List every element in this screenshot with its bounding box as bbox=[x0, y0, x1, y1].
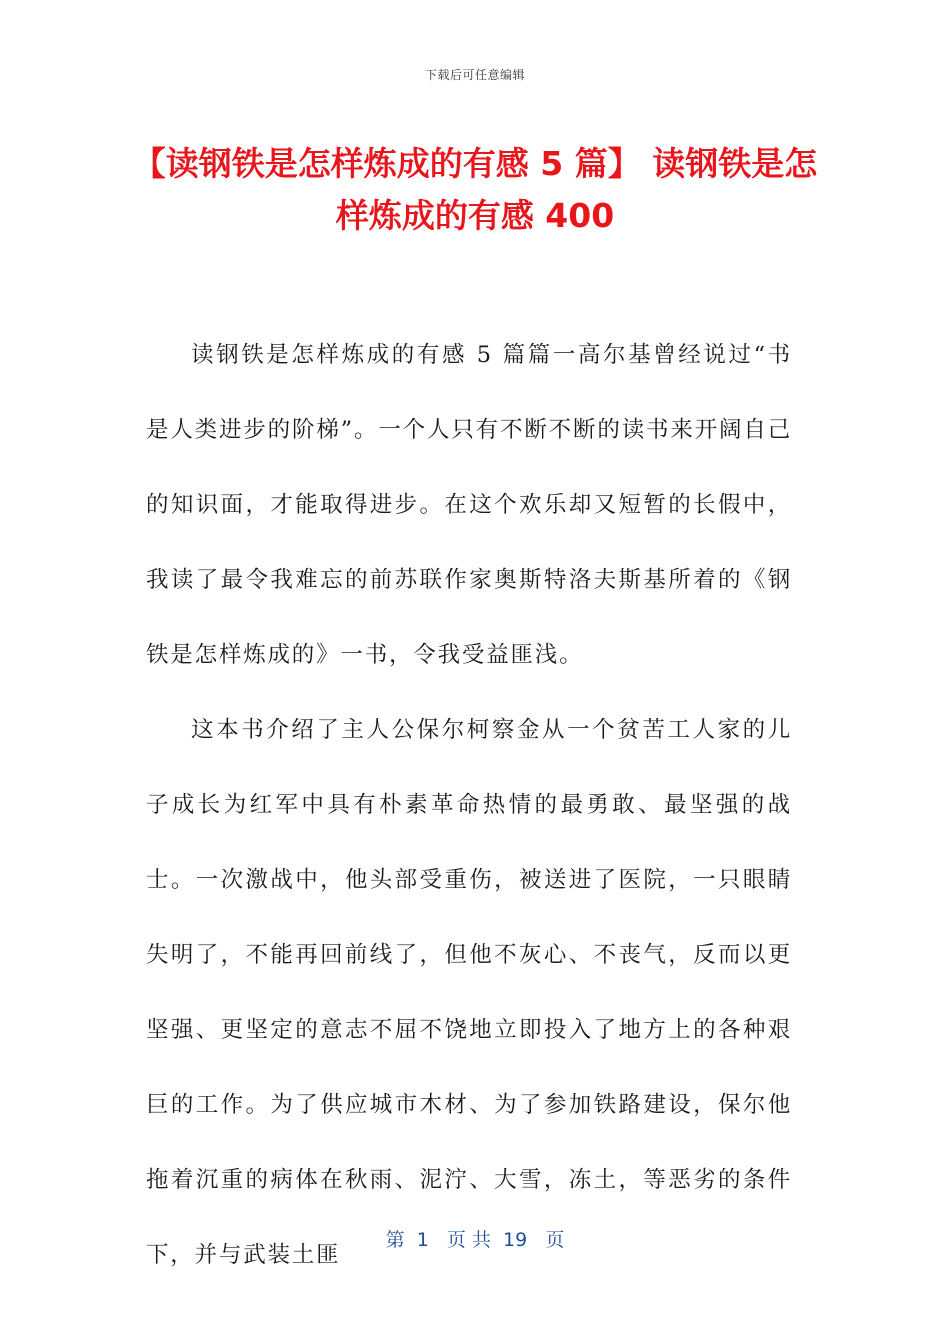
document-body bbox=[146, 318, 792, 1293]
paragraph-1: 读钢铁是怎样炼成的有感 5 篇篇一高尔基曾经说过“书是人类进步的阶梯”。一个人只有不断不断的读书来开阔自己的知识面，才能取得进步。在这个欢乐却又短暂的长假中，我读了最令我难忘的前苏联作家奥斯特洛夫斯基所着的《钢铁是怎样炼成的》一书，令我受益匪浅。 bbox=[146, 342, 792, 668]
document-title: 【读钢铁是怎样炼成的有感 5 篇】 读钢铁是怎样炼成的有感 400 bbox=[132, 144, 818, 235]
header-note: 下载后可任意编辑 bbox=[424, 68, 525, 82]
page-number-footer: 第 1 页 共 19 页 bbox=[385, 1229, 565, 1251]
paragraph-2: 这本书介绍了主人公保尔柯察金从一个贫苦工人家的儿子成长为红军中具有朴素革命热情的最勇敢、最坚强的战士。一次激战中，他头部受重伤，被送进了医院，一只眼睛失明了，不能再回前线了，但他不灰心、不丧气，反而以更坚强、更坚定的意志不屈不饶地立即投入了地方上的各种艰巨的工作。为了供应城市木材、为了参加铁路建设，保尔他拖着沉重的病体在秋雨、泥泞、大雪，冻土，等恶劣的条件下，并与武装土匪 bbox=[146, 717, 792, 1268]
